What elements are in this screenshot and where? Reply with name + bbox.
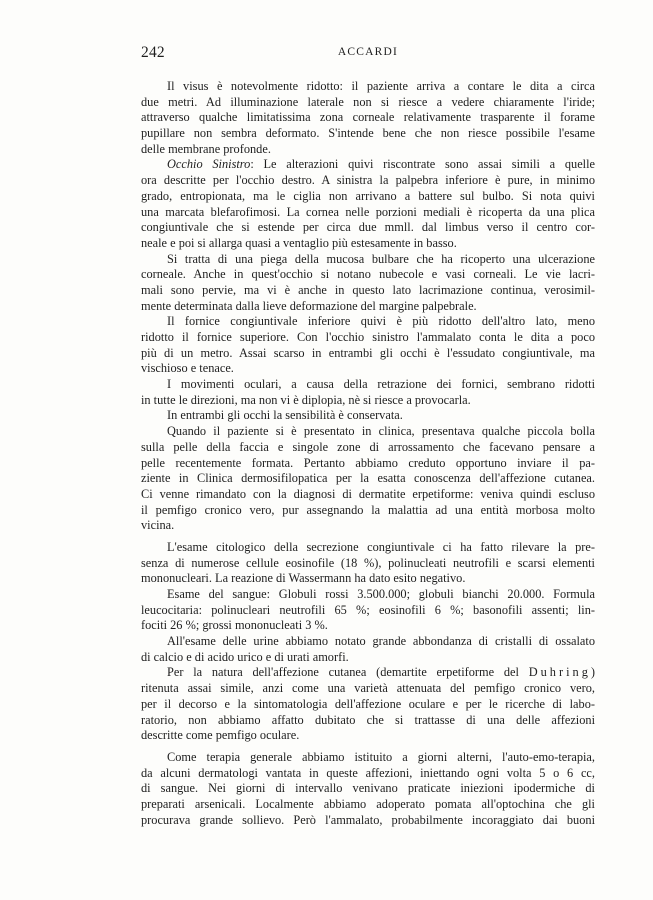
text-line: neale e poi si allarga quasi a ventaglio più estesamente in basso. xyxy=(141,235,457,250)
text-line: senza di numerose cellule eosinofile (18 %), polinucleati neutrofili e scarsi elementi xyxy=(141,555,595,570)
text-line: pelle recentemente formata. Pertanto abbiamo creduto opportuno inviare il pa- xyxy=(141,455,595,470)
text-line: pupillare non sembra deformato. S'intende bene che non riesce possibile l'esame xyxy=(141,126,595,141)
text-line xyxy=(141,665,595,681)
text-line: ridotto il fornice superiore. Con l'occhio sinistro l'ammalato conta le dita a poco xyxy=(141,330,595,344)
text-line: mali sono pervie, ma vi è anche in questo lato lacrimazione continua, verosimil- xyxy=(141,282,595,297)
paragraph xyxy=(141,79,595,157)
text-line: ratorio, non abbiamo affatto dubitato che si trattasse di una delle affezioni xyxy=(141,712,595,727)
text-line: fociti 26 %; grossi mononucleati 3 %. xyxy=(141,618,328,633)
text-line: Il fornice congiuntivale inferiore quivi è più ridotto dell'altro lato, meno xyxy=(167,314,595,329)
text-line: di sangue. Nei giorni di intervallo venivano praticate iniezioni ipodermiche di xyxy=(141,781,595,796)
text-line: corneale. Anche in quest'occhio si notano nubecole e vasi corneali. Le vie lacri- xyxy=(141,267,595,282)
text-run: : Le alterazioni quivi riscontrate sono assai simili a quelle xyxy=(250,157,596,172)
text-line: vicina. xyxy=(141,518,175,533)
text-line: sulla pelle della faccia e singole zone di arrossamento che facevano pensare a xyxy=(141,439,595,454)
paragraph xyxy=(141,634,595,665)
text-line: I movimenti oculari, a causa della retrazione dei fornici, sembrano ridotti xyxy=(167,377,595,392)
text-line: il pemfigo cronico vero, pur assegnando la malattia ad una entità morbosa molto xyxy=(141,502,595,517)
text-line: All'esame delle urine abbiamo notato grande abbondanza di cristalli di ossalato xyxy=(167,634,595,649)
paragraph xyxy=(141,408,595,424)
paragraph xyxy=(141,665,595,743)
text-line: descritte come pemfigo oculare. xyxy=(141,728,300,743)
paragraph xyxy=(141,157,595,251)
text-line: Come terapia generale abbiamo istituito a giorni alterni, l'auto-emo-terapia, xyxy=(167,749,595,764)
paragraph xyxy=(141,750,595,828)
paragraph xyxy=(141,314,595,377)
text-line: grado, entropionata, ma le ciglia non arrivano a battere sul bulbo. Si nota quivi xyxy=(141,188,595,203)
text-line: leucocitaria: polinucleari neutrofili 65 %; eosinofili 6 %; basonofili assenti; lin- xyxy=(141,602,595,617)
text-line xyxy=(141,157,595,173)
running-head: ACCARDI xyxy=(337,46,399,58)
text-line: vischioso e tenace. xyxy=(141,361,234,376)
text-line: preparati arsenicali. Localmente abbiamo adoperato pomata all'optochina che gli xyxy=(141,796,595,811)
text-line: ora descritte per l'occhio destro. A sinistra la palpebra inferiore è pure, in minimo xyxy=(141,173,595,188)
paragraph xyxy=(141,540,595,587)
text-line: di calcio e di acido urico e di urati amorfi. xyxy=(141,649,349,664)
text-line: attraverso qualche limitatissima zona corneale relativamente trasparente il forame xyxy=(141,110,595,125)
text-line: più di un metro. Assai scarso in entrambi gli occhi è l'essudato congiuntivale, ma xyxy=(141,345,595,360)
text-line: mononucleari. La reazione di Wassermann ha dato esito negativo. xyxy=(141,571,466,586)
text-line: ziente in Clinica dermosifilopatica per la esatta conoscenza dell'affezione cutanea. xyxy=(141,471,595,486)
paragraph xyxy=(141,587,595,634)
text-line: L'esame citologico della secrezione congiuntivale ci ha fatto rilevare la pre- xyxy=(167,539,595,554)
text-line: ritenuta assai simile, anzi come una varietà attenuata del pemfigo cronico vero, xyxy=(141,681,595,696)
text-line: Quando il paziente si è presentato in clinica, presentava qualche piccola bolla xyxy=(167,424,595,439)
text-line: procurava grande sollievo. Però l'ammalato, probabilmente incoraggiato dai buoni xyxy=(141,812,595,827)
body-text xyxy=(141,79,595,828)
text-line: Il visus è notevolmente ridotto: il paziente arriva a contare le dita a circa xyxy=(167,79,595,93)
text-line: In entrambi gli occhi la sensibilità è conservata. xyxy=(167,408,403,423)
text-line: per il decorso e la sintomatologia dell'affezione oculare e per le ricerche di labo- xyxy=(141,696,595,711)
author-name-spaced: Duhring xyxy=(528,665,591,680)
page-number: 242 xyxy=(141,44,165,61)
paragraph xyxy=(141,424,595,534)
text-line: Ci venne rimandato con la diagnosi di dermatite erpetiforme: veniva quindi escluso xyxy=(141,486,595,501)
text-run: ) xyxy=(590,665,595,680)
text-line: due metri. Ad illuminazione laterale non si riesce a vedere chiaramente l'iride; xyxy=(141,94,595,109)
text-line: Esame del sangue: Globuli rossi 3.500.000; globuli bianchi 20.000. Formula xyxy=(167,587,595,601)
page-header xyxy=(141,44,595,64)
paragraph xyxy=(141,252,595,315)
text-line: mente determinata dalla lieve deformazione del margine palpebrale. xyxy=(141,298,477,313)
text-line: una marcata blefarofimosi. La cornea nelle porzioni mediali è ricoperta da una plica xyxy=(141,204,595,219)
text-run: Per la natura dell'affezione cutanea (demartite erpetiforme del xyxy=(167,665,529,680)
text-line: Si tratta di una piega della mucosa bulbare che ha ricoperto una ulcerazione xyxy=(167,251,595,266)
paragraph xyxy=(141,377,595,408)
text-line: da alcuni dermatologi vantata in queste affezioni, iniettando ogni volta 5 o 6 cc, xyxy=(141,765,595,780)
text-line: congiuntivale che si estende per circa due mmll. dal limbus verso il centro cor- xyxy=(141,220,595,235)
text-line: delle membrane profonde. xyxy=(141,141,271,156)
text-line: in tutte le direzioni, ma non vi è diplopia, nè si riesce a provocarla. xyxy=(141,392,471,407)
section-lead-italic: Occhio Sinistro xyxy=(167,157,251,172)
